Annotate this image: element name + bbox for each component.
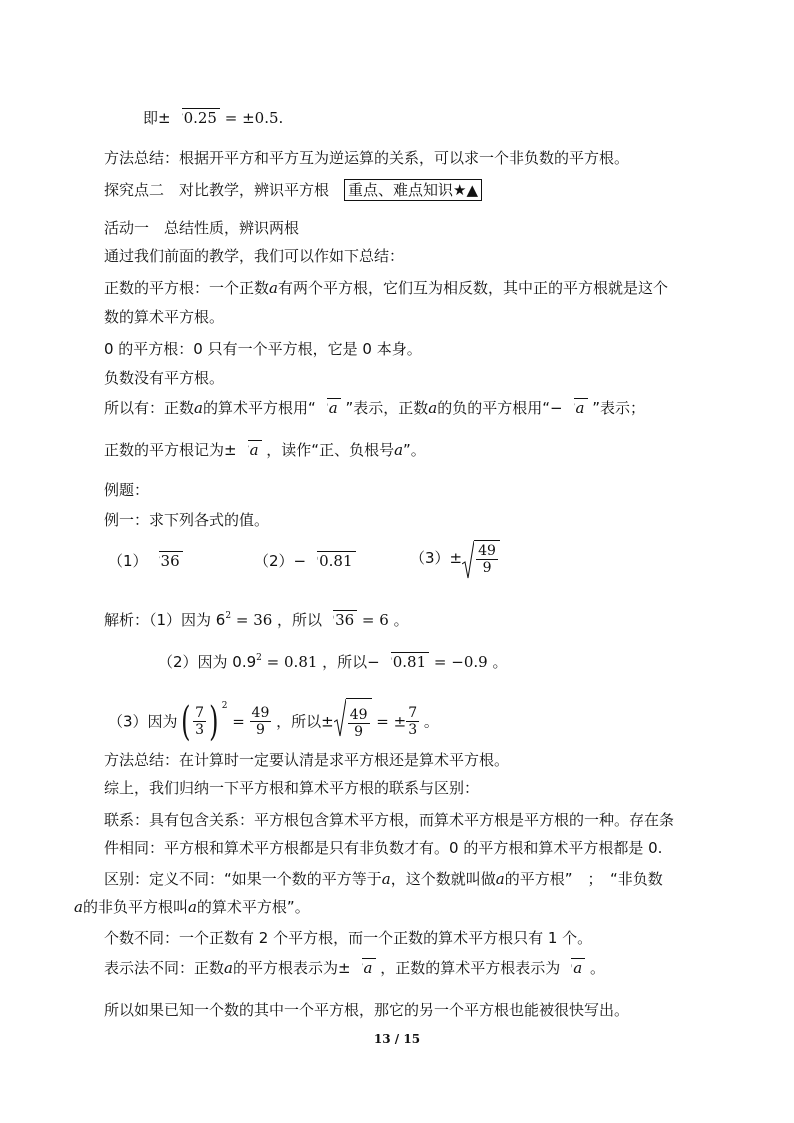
- text: 所以有：正数: [104, 399, 195, 417]
- denominator: 3: [195, 722, 205, 738]
- text: = ±0.5.: [219, 109, 284, 127]
- text: （2）因为 0.9: [158, 653, 257, 671]
- radicand: 0.81: [317, 551, 355, 570]
- example-1-item-3: [410, 540, 500, 576]
- text: 表示法不同：正数: [104, 959, 225, 977]
- sqrt-symbol: [565, 398, 588, 418]
- text: ”表示，正数: [340, 399, 429, 417]
- fraction: [476, 543, 498, 576]
- sqrt-symbol: [150, 551, 183, 571]
- radical-sign-icon: [462, 540, 474, 580]
- radicand: a: [574, 398, 588, 417]
- right-paren: ): [209, 698, 219, 745]
- fraction: [406, 705, 419, 738]
- denominator: 9: [354, 724, 364, 740]
- denominator: 3: [408, 722, 418, 738]
- sqrt-symbol: [318, 398, 341, 418]
- paragraph-conclusion: 综上，我们归纳一下平方根和算术平方根的联系与区别：: [104, 779, 480, 797]
- numerator: 49: [478, 543, 496, 559]
- radicand: a: [248, 440, 262, 459]
- fraction: [250, 705, 272, 738]
- denominator: 9: [255, 722, 265, 738]
- radicand: 36: [159, 551, 183, 570]
- sqrt-symbol: [334, 698, 372, 745]
- text: （3）因为: [108, 712, 178, 731]
- paragraph-relation: 联系：具有包含关系：平方根包含算术平方根，而算术平方根是平方根的一种。存在条: [104, 811, 675, 829]
- variable-a: a: [194, 399, 203, 417]
- text: 区别：定义不同：“如果一个数的平方等于: [104, 870, 382, 888]
- sqrt-symbol: [308, 551, 355, 571]
- solution-2: [158, 648, 507, 672]
- text: =: [227, 712, 250, 731]
- fraction: [348, 707, 370, 740]
- paragraph-notation: [104, 398, 645, 418]
- text: ”。: [403, 441, 426, 459]
- radicand: a: [362, 958, 376, 977]
- section-heading: 探究点二 对比教学，辨识平方根: [104, 181, 345, 199]
- label: （1）: [108, 552, 148, 570]
- text: 正数的平方根记为±: [104, 441, 237, 459]
- variable-a: a: [381, 870, 391, 888]
- text: 的算术平方根”。: [196, 898, 310, 916]
- radicand: a: [571, 958, 585, 977]
- exponent: 2: [221, 701, 228, 711]
- method-summary-1: 方法总结：根据开平方和平方互为逆运算的关系，可以求一个非负数的平方根。: [104, 149, 630, 167]
- paragraph-positive-root: [104, 278, 668, 298]
- left-paren: (: [180, 698, 191, 745]
- radicand: 36: [333, 610, 357, 629]
- sqrt-symbol: [462, 540, 500, 576]
- text: 有两个平方根，它们互为相反数，其中正的平方根就是这个: [277, 279, 668, 297]
- text: 。: [585, 959, 606, 977]
- paragraph-closing: 所以如果已知一个数的其中一个平方根，那它的另一个平方根也能被很快写出。: [104, 1001, 630, 1019]
- radicand: 0.25: [182, 108, 220, 127]
- sqrt-symbol: [562, 958, 585, 978]
- text: 即±: [143, 109, 171, 127]
- variable-a: a: [495, 870, 505, 888]
- sqrt-symbol: [324, 610, 357, 630]
- paragraph-relation-cont: 件相同：平方根和算术平方根都是只有非负数才有。0 的平方根和算术平方根都是 0.: [104, 839, 663, 857]
- label: （3）±: [410, 549, 463, 567]
- line-sqrt-025: [143, 108, 283, 128]
- radicand: a: [327, 398, 341, 417]
- paragraph-difference: [104, 869, 663, 889]
- denominator: 9: [482, 560, 492, 576]
- text: ，这个数就叫做: [390, 870, 496, 888]
- sqrt-symbol: [382, 652, 429, 672]
- text: 正数的平方根：一个正数: [104, 279, 270, 297]
- text: = ±: [371, 712, 407, 731]
- explore-point-2: [104, 180, 482, 200]
- sqrt-symbol: [239, 440, 262, 460]
- variable-a: a: [187, 898, 197, 916]
- text: ，正数的算术平方根表示为: [375, 959, 561, 977]
- paragraph-notation-diff: [104, 958, 605, 978]
- example-1-item-2: [254, 551, 356, 571]
- text: 的非负平方根叫: [82, 898, 188, 916]
- variable-a: a: [224, 959, 233, 977]
- variable-a: a: [74, 898, 83, 916]
- text: = −0.9 。: [429, 653, 508, 671]
- text: = 36 ，所以: [231, 611, 323, 629]
- page-number: 13 / 15: [373, 1032, 421, 1046]
- paragraph-summary-intro: 通过我们前面的教学，我们可以作如下总结：: [104, 247, 405, 265]
- paragraph-zero-root: 0 的平方根：0 只有一个平方根，它是 0 本身。: [104, 340, 422, 358]
- key-point-badge: 重点、难点知识★▲: [344, 179, 482, 201]
- text: ，读作“正、负根号: [261, 441, 395, 459]
- method-summary-2: 方法总结：在计算时一定要认清是求平方根还是算术平方根。: [104, 751, 510, 769]
- paragraph-count-diff: 个数不同：一个正数有 2 个平方根，而一个正数的算术平方根只有 1 个。: [104, 929, 593, 947]
- sqrt-symbol: [353, 958, 376, 978]
- exponent: 2: [256, 653, 262, 663]
- text: = 0.81 ，所以−: [261, 653, 380, 671]
- variable-a: a: [269, 279, 278, 297]
- text: 的平方根表示为±: [232, 959, 351, 977]
- numerator: 7: [408, 705, 418, 721]
- label: （2）−: [254, 552, 307, 570]
- paragraph-positive-root-cont: 数的算术平方根。: [104, 308, 225, 326]
- text: 的负的平方根用“−: [437, 399, 563, 417]
- text: 。: [419, 712, 439, 731]
- text: 的算术平方根用“: [202, 399, 316, 417]
- fraction: [193, 705, 206, 738]
- examples-heading: 例题：: [104, 481, 150, 499]
- radicand: 0.81: [391, 652, 429, 671]
- numerator: 49: [251, 705, 270, 721]
- exponent: 2: [225, 611, 232, 621]
- text: 解析：（1）因为 6: [104, 611, 226, 629]
- numerator: 7: [195, 705, 205, 721]
- numerator: 49: [349, 707, 368, 723]
- text: ，所以±: [271, 712, 334, 731]
- text: ”表示；: [587, 399, 646, 417]
- sqrt-symbol: [173, 108, 220, 128]
- radical-sign-icon: [334, 698, 346, 738]
- text: 的平方根” ； “非负数: [504, 870, 663, 888]
- example-1-item-1: [108, 551, 183, 571]
- paragraph-difference-cont: [74, 897, 310, 917]
- activity-1-heading: 活动一 总结性质，辨识两根: [104, 219, 300, 237]
- solution-3: [108, 684, 439, 745]
- solution-1: [104, 606, 409, 630]
- paragraph-negative-root: 负数没有平方根。: [104, 369, 225, 387]
- example-1-heading: 例一：求下列各式的值。: [104, 511, 270, 529]
- paragraph-plus-minus: [104, 440, 426, 460]
- variable-a: a: [394, 441, 404, 459]
- text: = 6 。: [357, 611, 409, 629]
- variable-a: a: [428, 399, 438, 417]
